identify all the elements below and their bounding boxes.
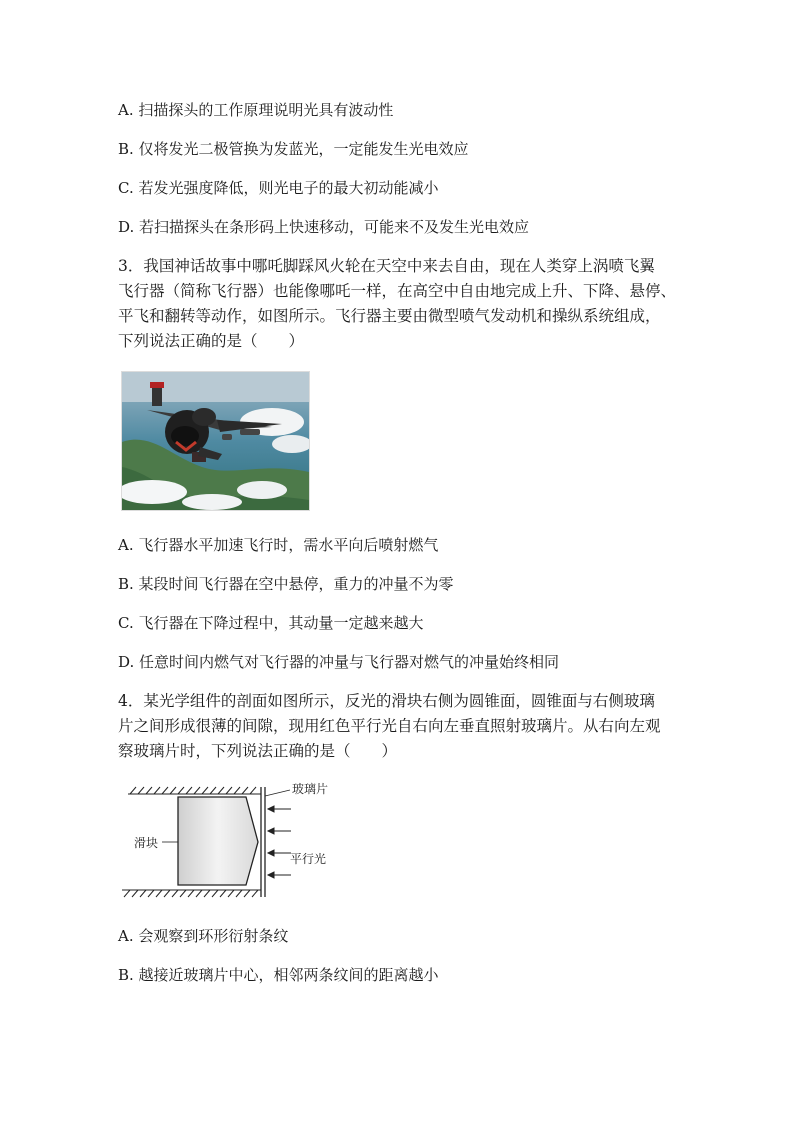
slider-label: 滑块 [134,836,159,850]
q3-option-d: D. 任意时间内燃气对飞行器的冲量与飞行器对燃气的冲量始终相同 [118,653,560,671]
parallel-light-label: 平行光 [290,852,327,866]
q4-stem-line1: 4．某光学组件的剖面如图所示，反光的滑块右侧为圆锥面，圆锥面与右侧玻璃 [118,692,655,710]
q2-option-a: A. 扫描探头的工作原理说明光具有波动性 [118,101,394,119]
slider-block [178,797,258,885]
q4-option-b: B. 越接近玻璃片中心，相邻两条纹间的距离越小 [118,966,439,984]
glass-plate-label: 玻璃片 [292,782,329,796]
q3-stem-line2: 飞行器（简称飞行器）也能像哪吒一样，在高空中自由地完成上升、下降、悬停、 [118,282,677,300]
jet-wing-flyer-photo [121,371,310,511]
q3-stem-line1: 3．我国神话故事中哪吒脚踩风火轮在天空中来去自由，现在人类穿上涡喷飞翼 [118,257,655,275]
q3-stem-line3: 平飞和翻转等动作，如图所示。飞行器主要由微型喷气发动机和操纵系统组成， [118,307,661,325]
q2-option-d: D. 若扫描探头在条形码上快速移动，可能来不及发生光电效应 [118,218,530,236]
q3-option-b: B. 某段时间飞行器在空中悬停，重力的冲量不为零 [118,575,454,593]
q3-option-c: C. 飞行器在下降过程中，其动量一定越来越大 [118,614,424,632]
glass-plate [261,787,265,897]
bottom-wall-hatch [122,890,261,897]
q2-option-b: B. 仅将发光二极管换为发蓝光，一定能发生光电效应 [118,140,469,158]
top-wall-hatch [128,787,261,794]
q4-stem-line2: 片之间形成很薄的间隙，现用红色平行光自右向左垂直照射玻璃片。从右向左观 [118,717,661,735]
q3-option-a: A. 飞行器水平加速飞行时，需水平向后喷射燃气 [118,536,439,554]
q4-stem-line3: 察玻璃片时，下列说法正确的是（ ） [118,742,398,760]
q3-stem-line4: 下列说法正确的是（ ） [118,332,305,350]
q2-option-c: C. 若发光强度降低，则光电子的最大初动能减小 [118,179,439,197]
q4-option-a: A. 会观察到环形衍射条纹 [118,927,289,945]
parallel-light-arrows [268,806,291,878]
optical-component-diagram [118,775,378,905]
